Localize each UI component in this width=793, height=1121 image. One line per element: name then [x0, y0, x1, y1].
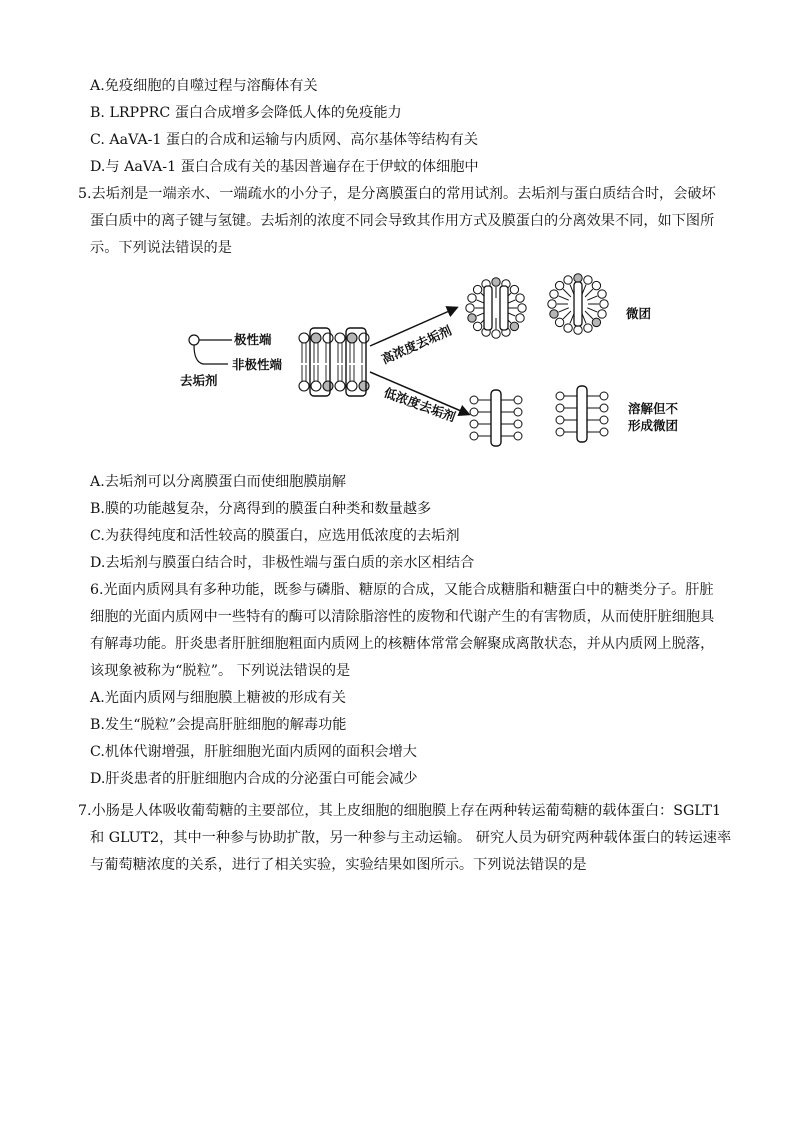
label-polar: 极性端 [234, 332, 272, 347]
label-nonpolar: 非极性端 [232, 357, 283, 372]
q5-stem-line-1: 5.去垢剂是一端亲水、一端疏水的小分子，是分离膜蛋白的常用试剂。去垢剂与蛋白质结合时，会破坏 [78, 186, 716, 202]
label-dissolve-line-2: 形成微团 [628, 418, 679, 433]
membrane-with-proteins [299, 328, 369, 396]
q7-stem-line-3: 与葡萄糖浓度的关系，进行了相关实验，实验结果如图所示。下列说法错误的是 [90, 857, 587, 873]
q5-option-a: A.去垢剂可以分离膜蛋白而使细胞膜崩解 [90, 474, 346, 490]
micelle-empty [548, 274, 608, 334]
label-detergent: 去垢剂 [180, 373, 218, 388]
q5-option-b: B.膜的功能越复杂，分离得到的膜蛋白种类和数量越多 [90, 501, 432, 517]
q4-option-c: C. AaVA-1 蛋白的合成和运输与内质网、高尔基体等结构有关 [90, 132, 479, 148]
micelle-with-protein [466, 278, 526, 338]
q5-stem-line-2: 蛋白质中的离子键与氢键。去垢剂的浓度不同会导致其作用方式及膜蛋白的分离效果不同，如下图所 [90, 213, 715, 229]
q6-stem-line-4: 该现象被称为“脱粒”。 下列说法错误的是 [90, 663, 351, 679]
q4-option-b: B. LRPPRC 蛋白合成增多会降低人体的免疫能力 [90, 105, 402, 121]
q5-option-d: D.去垢剂与膜蛋白结合时，非极性端与蛋白质的亲水区相结合 [90, 555, 475, 571]
label-micelle: 微团 [626, 306, 652, 321]
protein-detergent-complex-1 [470, 390, 522, 446]
detergent-molecule [189, 335, 232, 364]
q5-stem-line-3: 示。下列说法错误的是 [90, 240, 232, 256]
label-low-concentration: 低浓度去垢剂 [381, 384, 458, 425]
q7-stem-line-2: 和 GLUT2，其中一种参与协助扩散，另一种参与主动运输。 研究人员为研究两种载体蛋白的转运速率 [90, 830, 732, 846]
q5-option-c: C.为获得纯度和活性较高的膜蛋白，应选用低浓度的去垢剂 [90, 528, 460, 544]
q6-option-d: D.肝炎患者的肝脏细胞内合成的分泌蛋白可能会减少 [90, 771, 418, 787]
label-dissolve-line-1: 溶解但不 [628, 401, 679, 416]
protein-detergent-complex-2 [556, 386, 608, 442]
q6-option-c: C.机体代谢增强，肝脏细胞光面内质网的面积会增大 [90, 744, 417, 760]
q6-option-a: A.光面内质网与细胞膜上糖被的形成有关 [90, 690, 346, 706]
q6-stem-line-3: 有解毒功能。肝炎患者肝脏细胞粗面内质网上的核糖体常常会解聚成离散状态，并从内质网上脱落， [90, 636, 715, 652]
label-high-concentration: 高浓度去垢剂 [379, 322, 454, 367]
q4-option-d: D.与 AaVA-1 蛋白合成有关的基因普遍存在于伊蚊的体细胞中 [90, 159, 479, 175]
q6-stem-line-2: 细胞的光面内质网中一些特有的酶可以清除脂溶性的废物和代谢产生的有害物质，从而使肝脏细胞具 [90, 609, 715, 625]
q6-option-b: B.发生“脱粒”会提高肝脏细胞的解毒功能 [90, 717, 347, 733]
detergent-figure [170, 268, 690, 463]
q6-stem-line-1: 6.光面内质网具有多种功能，既参与磷脂、糖原的合成，又能合成糖脂和糖蛋白中的糖类分子。肝脏 [90, 582, 714, 598]
q4-option-a: A.免疫细胞的自噬过程与溶酶体有关 [90, 78, 318, 94]
q7-stem-line-1: 7.小肠是人体吸收葡萄糖的主要部位，其上皮细胞的细胞膜上存在两种转运葡萄糖的载体蛋白：SGLT1 [78, 803, 722, 819]
